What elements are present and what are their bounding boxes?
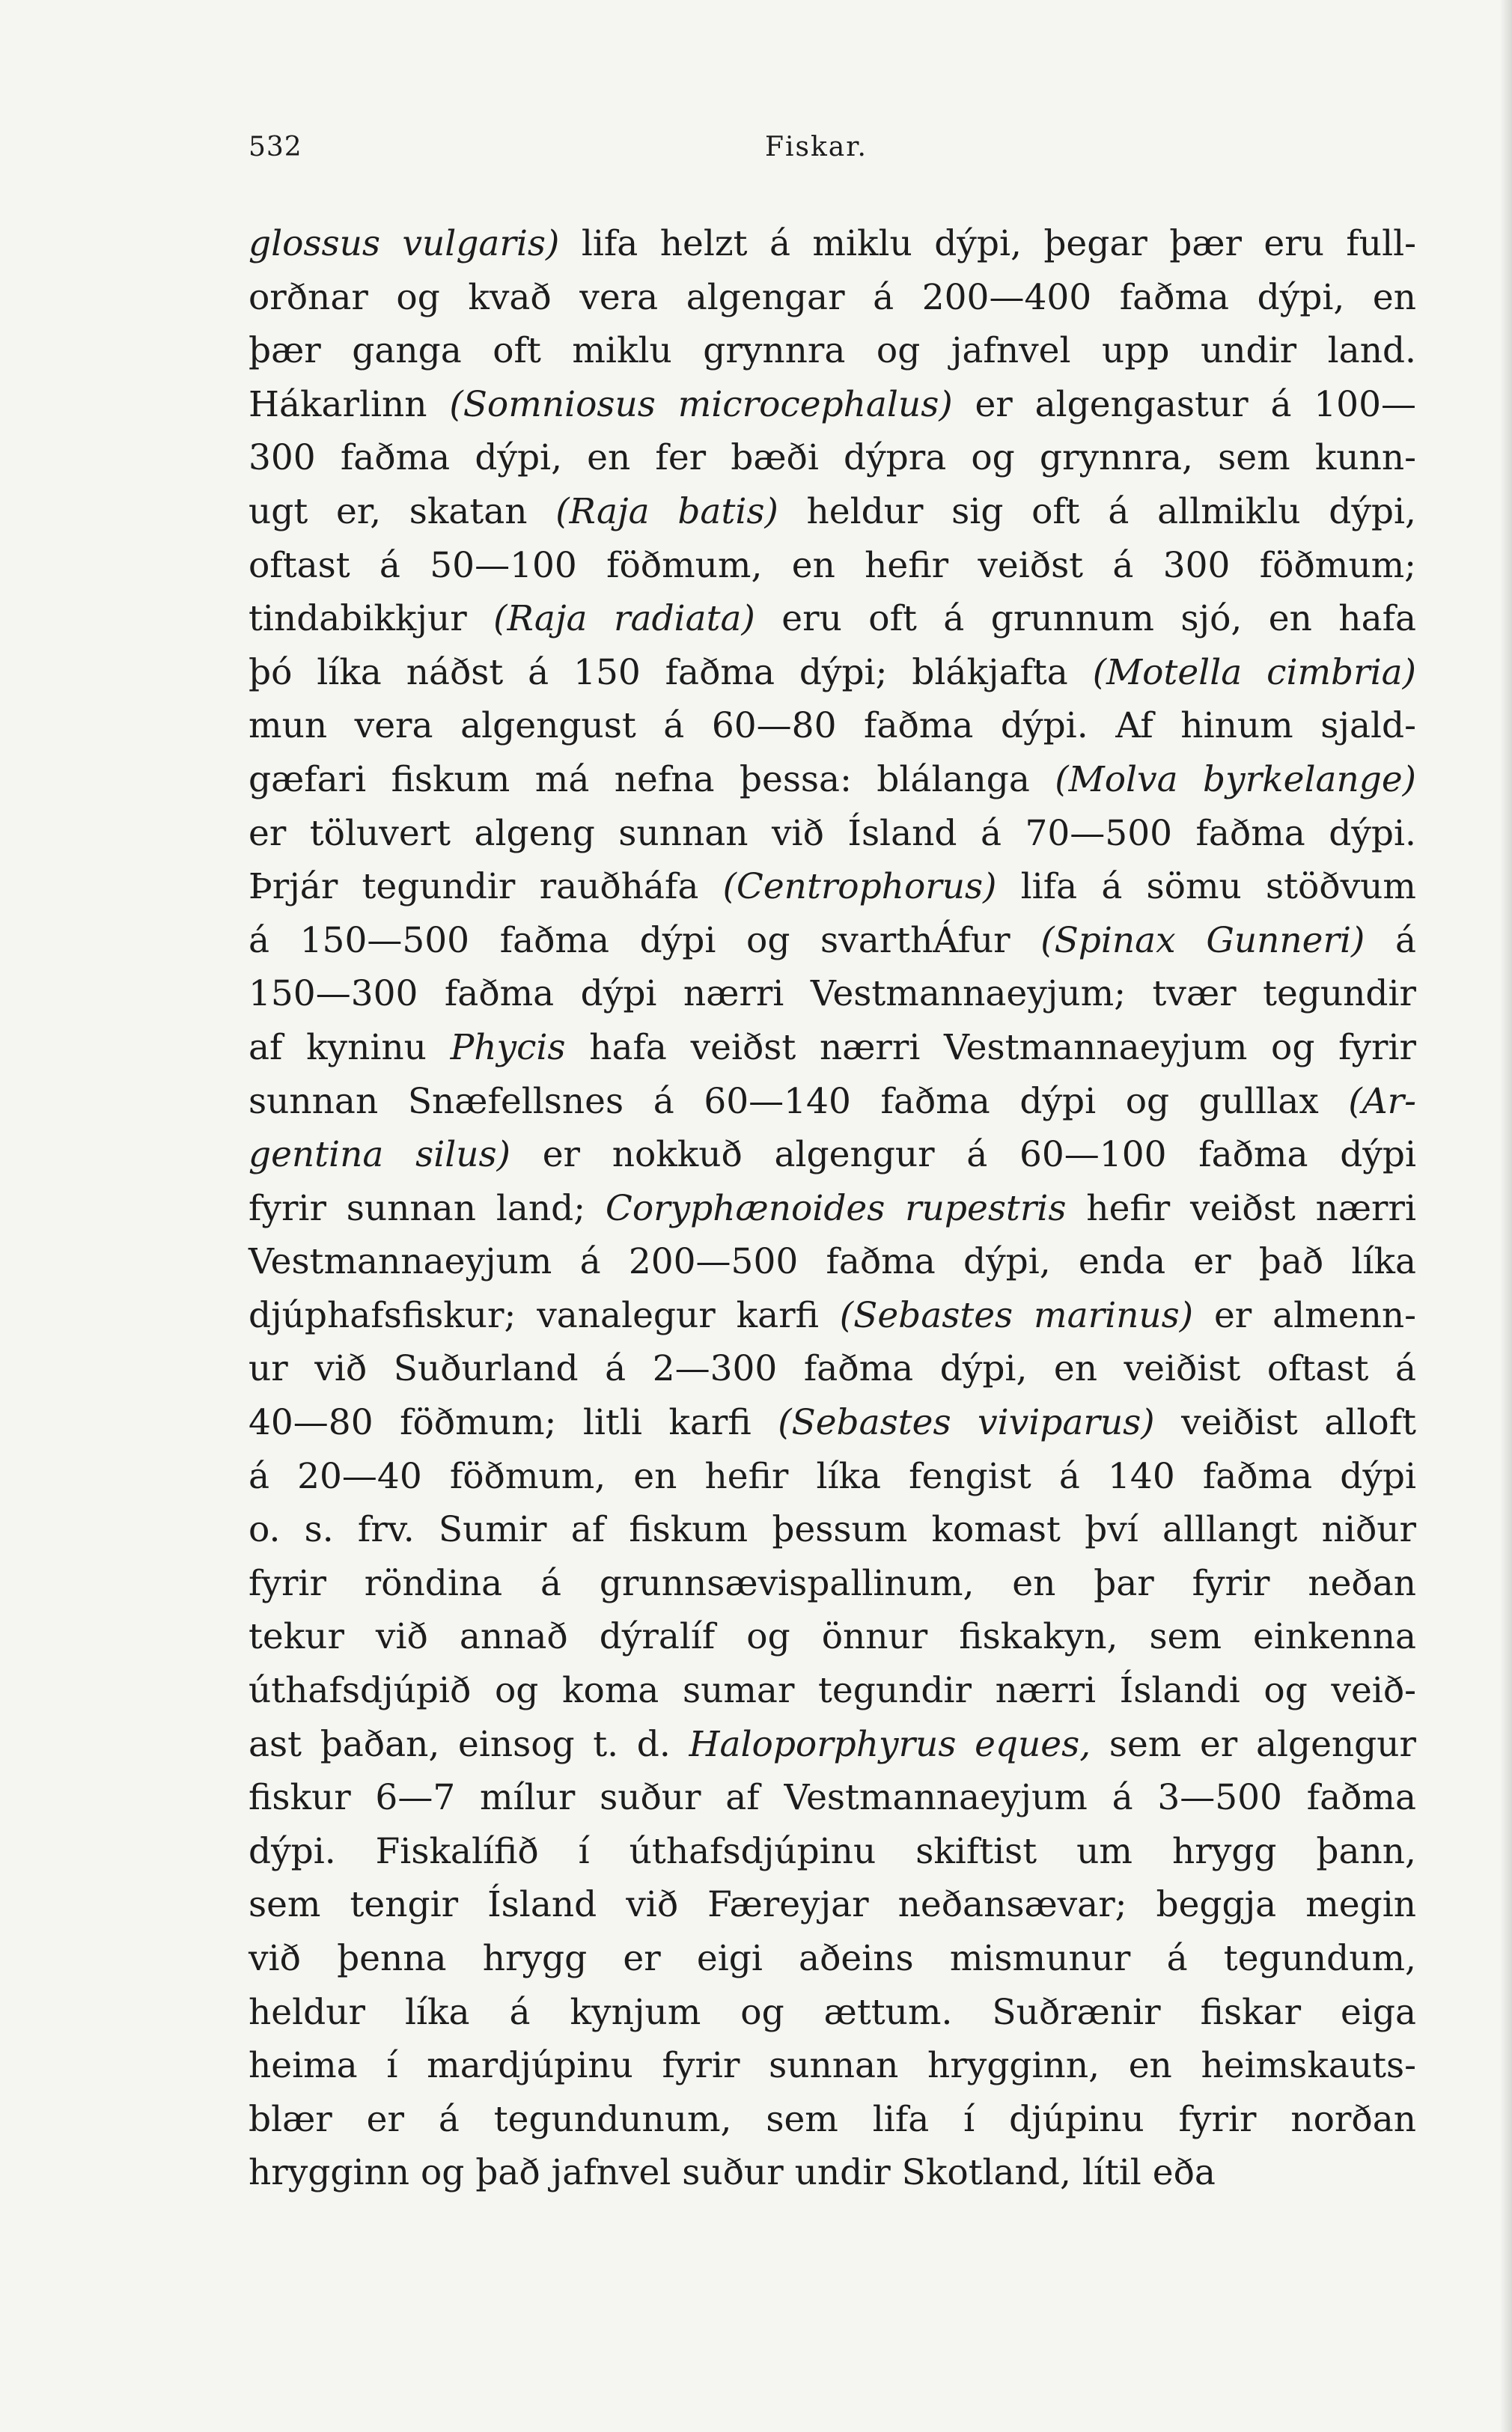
text-line [249,753,1416,807]
text-segment: sem er algengur [1091,1723,1416,1765]
text-segment: sunnan Snæfellsnes á 60—140 faðma dýpi og gulllax [249,1080,1349,1122]
text-line [249,1825,1416,1879]
text-line [249,431,1416,485]
italic-species-name: (Sebastes viviparus) [778,1402,1155,1444]
page-number: 532 [249,132,302,162]
text-line [249,271,1416,325]
page-header [249,132,1416,177]
text-segment: er töluvert algeng sunnan við Ísland á 70—500 faðma dýpi. [249,812,1416,854]
text-line [249,217,1416,271]
text-segment: 150—300 faðma dýpi nærri Vestmannaeyjum; tvær tegundir [249,973,1416,1015]
text-line [249,1021,1416,1075]
text-line [249,324,1416,378]
text-segment: er nokkuð algengur á 60—100 faðma dýpi [510,1134,1416,1176]
text-segment: fiskur 6—7 mílur suður af Vestmannaeyjum á 3—500 faðma [249,1777,1416,1819]
text-segment: Hákarlinn [249,383,450,425]
text-line [249,1289,1416,1343]
text-segment: á 20—40 föðmum, en hefir líka fengist á 140 faðma dýpi [249,1455,1416,1497]
text-line [249,592,1416,646]
text-segment: gæfari fiskum má nefna þessa: blálanga [249,758,1055,800]
text-line [249,860,1416,914]
italic-species-name: (Centrophorus) [722,866,997,908]
text-segment: oftast á 50—100 föðmum, en hefir veiðst á 300 föðmum; [249,544,1416,586]
text-line [249,1235,1416,1289]
text-line [249,1610,1416,1664]
text-line [249,1664,1416,1718]
text-line [249,807,1416,861]
text-line [249,699,1416,753]
text-segment: er almenn- [1193,1294,1416,1336]
text-segment: mun vera algengust á 60—80 faðma dýpi. Af hinum sjald- [249,705,1416,747]
italic-species-name: (Raja batis) [555,490,778,532]
text-line [249,2093,1416,2147]
text-segment: hefir veiðst nærri [1066,1187,1416,1229]
text-segment: 40—80 föðmum; litli karfi [249,1402,778,1444]
text-segment: hafa veiðst nærri Vestmannaeyjum og fyrir [565,1026,1417,1068]
text-segment: Þrjár tegundir rauðháfa [249,866,723,908]
text-segment: hrygginn og það jafnvel suður undir Skotland, lítil eða [249,2152,1216,2194]
text-segment: eru oft á grunnum sjó, en hafa [755,598,1417,640]
italic-species-name: (Somniosus microcephalus) [449,383,953,425]
text-line [249,1128,1416,1182]
italic-species-name: gentina silus) [249,1134,510,1176]
text-segment: tekur við annað dýralíf og önnur fiskakyn, sem einkenna [249,1616,1416,1658]
text-segment: blær er á tegundunum, sem lifa í djúpinu fyrir norðan [249,2098,1416,2140]
text-segment: úthafsdjúpið og koma sumar tegundir nærri Íslandi og veið- [249,1670,1416,1712]
text-line [249,1075,1416,1129]
italic-species-name: (Raja radiata) [493,598,755,640]
text-line [249,967,1416,1021]
page-edge-shadow [1500,0,1512,2432]
text-segment: fyrir sunnan land; [249,1187,606,1229]
text-segment: orðnar og kvað vera algengar á 200—400 faðma dýpi, en [249,276,1416,318]
text-segment: djúphafsfiskur; vanalegur karfi [249,1294,840,1336]
text-line [249,1396,1416,1450]
text-segment: sem tengir Ísland við Færeyjar neðansævar; beggja megin [249,1884,1416,1926]
text-line [249,1450,1416,1504]
text-segment: fyrir röndina á grunnsævispallinum, en þar fyrir neðan [249,1562,1416,1604]
text-segment: ugt er, skatan [249,490,556,532]
text-segment: þó líka náðst á 150 faðma dýpi; blákjafta [249,651,1093,693]
text-segment: er algengastur á 100— [952,383,1416,425]
text-segment: lifa á sömu stöðvum [996,866,1416,908]
italic-species-name: (Motella cimbria) [1092,651,1416,693]
text-segment: lifa helzt á miklu dýpi, þegar þær eru full- [559,223,1417,264]
text-segment: tindabikkjur [249,598,494,640]
italic-species-name: Coryphænoides rupestris [605,1187,1067,1229]
text-line [249,539,1416,593]
text-segment: af kyninu [249,1026,451,1068]
text-segment: heldur líka á kynjum og ættum. Suðrænir fiskar eiga [249,1991,1416,2033]
text-segment: o. s. frv. Sumir af fiskum þessum komast því alllangt niður [249,1509,1416,1551]
italic-species-name: Phycis [450,1026,566,1068]
text-line [249,1182,1416,1236]
text-line [249,485,1416,539]
italic-species-name: (Spinax Gunneri) [1040,919,1365,961]
italic-species-name: (Ar- [1348,1080,1416,1122]
running-head: Fiskar. [765,132,868,162]
text-line [249,1503,1416,1557]
italic-species-name: (Molva byrkelange) [1055,758,1417,800]
text-line [249,1342,1416,1396]
text-segment: heldur sig oft á allmiklu dýpi, [778,490,1416,532]
italic-species-name: Haloporphyrus eques, [689,1723,1091,1765]
text-segment: ast þaðan, einsog t. d. [249,1723,689,1765]
italic-species-name: glossus vulgaris) [249,223,560,264]
text-segment: veiðist alloft [1154,1402,1416,1444]
text-line [249,2146,1416,2200]
text-line [249,1557,1416,1611]
text-segment: þær ganga oft miklu grynnra og jafnvel upp undir land. [249,330,1416,372]
text-segment: dýpi. Fiskalífið í úthafsdjúpinu skiftist um hrygg þann, [249,1830,1416,1872]
text-segment: heima í mardjúpinu fyrir sunnan hrygginn, en heimskauts- [249,2045,1416,2087]
text-line [249,1932,1416,1986]
text-segment: á [1365,919,1416,961]
text-segment: 300 faðma dýpi, en fer bæði dýpra og grynnra, sem kunn- [249,437,1416,479]
text-line [249,1878,1416,1932]
text-segment: ur við Suðurland á 2—300 faðma dýpi, en veiðist oftast á [249,1348,1416,1390]
text-segment: á 150—500 faðma dýpi og svarthÁfur [249,919,1041,961]
text-line [249,1986,1416,2040]
text-segment: Vestmannaeyjum á 200—500 faðma dýpi, enda er það líka [249,1241,1416,1283]
text-line [249,914,1416,968]
text-line [249,1718,1416,1772]
text-line [249,1771,1416,1825]
text-line [249,646,1416,700]
text-segment: við þenna hrygg er eigi aðeins mismunur á tegundum, [249,1938,1416,1979]
text-line [249,2039,1416,2093]
italic-species-name: (Sebastes marinus) [839,1294,1194,1336]
text-line [249,378,1416,432]
body-text [249,217,1416,2200]
